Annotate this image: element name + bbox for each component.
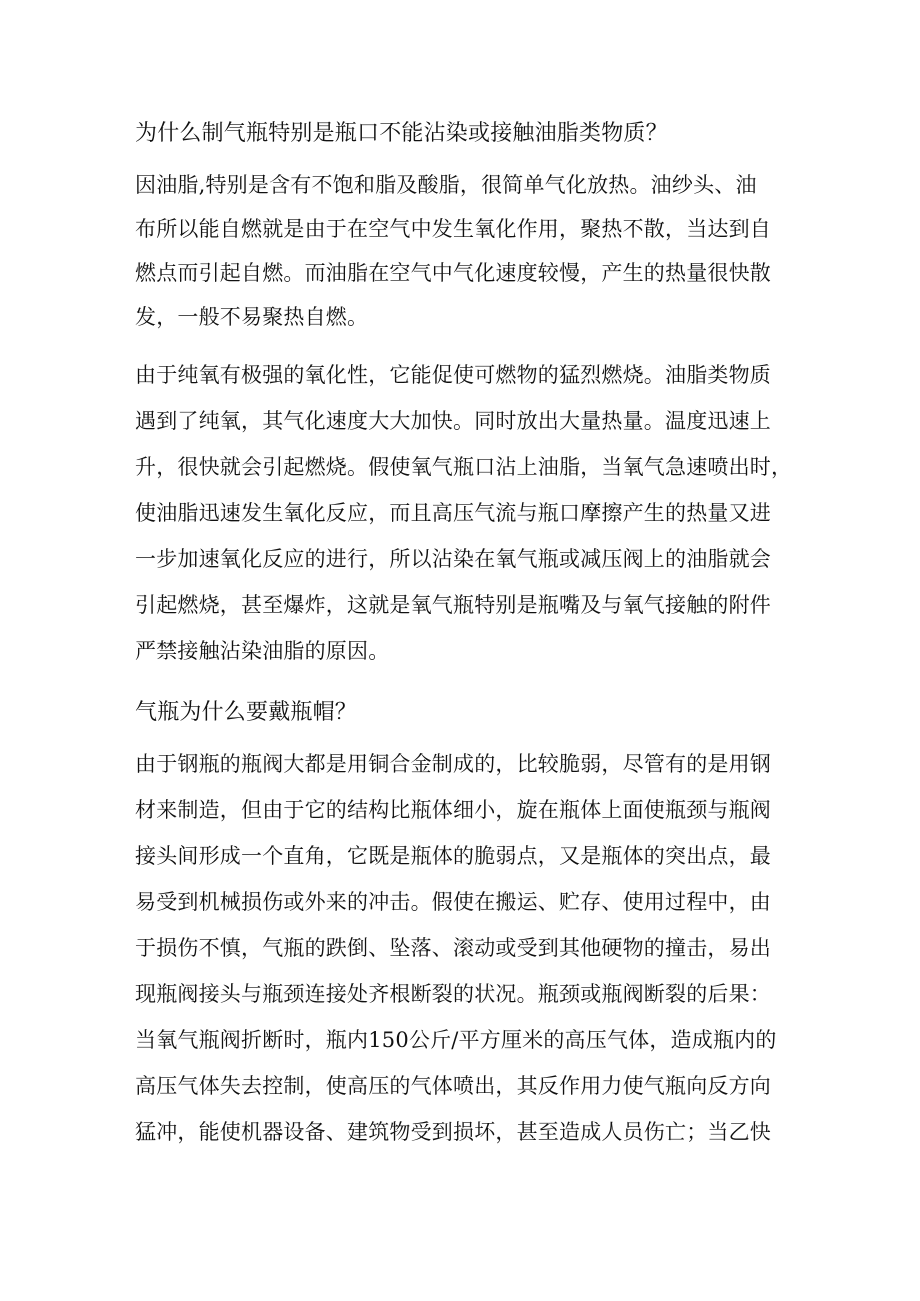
paragraph-line: 一步加速氧化反应的进行，所以沾染在氧气瓶或减压阀上的油脂就会 (135, 547, 771, 571)
paragraph-line: 升，很快就会引起燃烧。假使氧气瓶口沾上油脂，当氧气急速喷出时， (135, 455, 793, 479)
paragraph-line: 遇到了纯氧，其气化速度大大加快。同时放出大量热量。温度迅速上 (135, 409, 771, 433)
paragraph-line: 引起燃烧，甚至爆炸，这就是氧气瓶特别是瓶嘴及与氧气接触的附件 (135, 593, 771, 617)
paragraph-line: 材来制造，但由于它的结构比瓶体细小，旋在瓶体上面使瓶颈与瓶阀 (135, 798, 771, 822)
paragraph-line: 严禁接触沾染油脂的原因。 (135, 639, 390, 663)
paragraph-line: 猛冲，能使机器设备、建筑物受到损坏，甚至造成人员伤亡；当乙快 (135, 1120, 771, 1144)
paragraph-line: 由于钢瓶的瓶阀大都是用铜合金制成的，比较脆弱，尽管有的是用钢 (135, 752, 771, 776)
paragraph-line: 发，一般不易聚热自燃。 (135, 305, 369, 329)
paragraph-line: 布所以能自燃就是由于在空气中发生氧化作用，聚热不散，当达到自 (135, 217, 771, 241)
paragraph-line: 使油脂迅速发生氧化反应，而且高压气流与瓶口摩擦产生的热量又进 (135, 501, 771, 525)
section-heading-cap: 气瓶为什么要戴瓶帽？ (135, 700, 358, 725)
paragraph-line: 当氧气瓶阀折断时，瓶内150公斤/平方厘米的高压气体，造成瓶内的 (135, 1028, 777, 1052)
paragraph-line: 易受到机械损伤或外来的冲击。假使在搬运、贮存、使用过程中，由 (135, 890, 771, 914)
paragraph-line: 接头间形成一个直角，它既是瓶体的脆弱点，又是瓶体的突出点，最 (135, 844, 771, 868)
paragraph-line: 燃点而引起自燃。而油脂在空气中气化速度较慢，产生的热量很快散 (135, 261, 771, 285)
paragraph-line: 由于纯氧有极强的氧化性，它能促使可燃物的猛烈燃烧。油脂类物质 (135, 363, 771, 387)
paragraph-line: 现瓶阀接头与瓶颈连接处齐根断裂的状况。瓶颈或瓶阀断裂的后果： (135, 982, 771, 1006)
paragraph-line: 于损伤不慎，气瓶的跌倒、坠落、滚动或受到其他硬物的撞击，易出 (135, 936, 771, 960)
paragraph-line: 因油脂,特别是含有不饱和脂及酸脂，很简单气化放热。油纱头、油 (135, 173, 757, 197)
section-heading-oil: 为什么制气瓶特别是瓶口不能沾染或接触油脂类物质？ (135, 121, 668, 146)
paragraph-line: 高压气体失去控制，使高压的气体喷出，其反作用力使气瓶向反方向 (135, 1074, 771, 1098)
